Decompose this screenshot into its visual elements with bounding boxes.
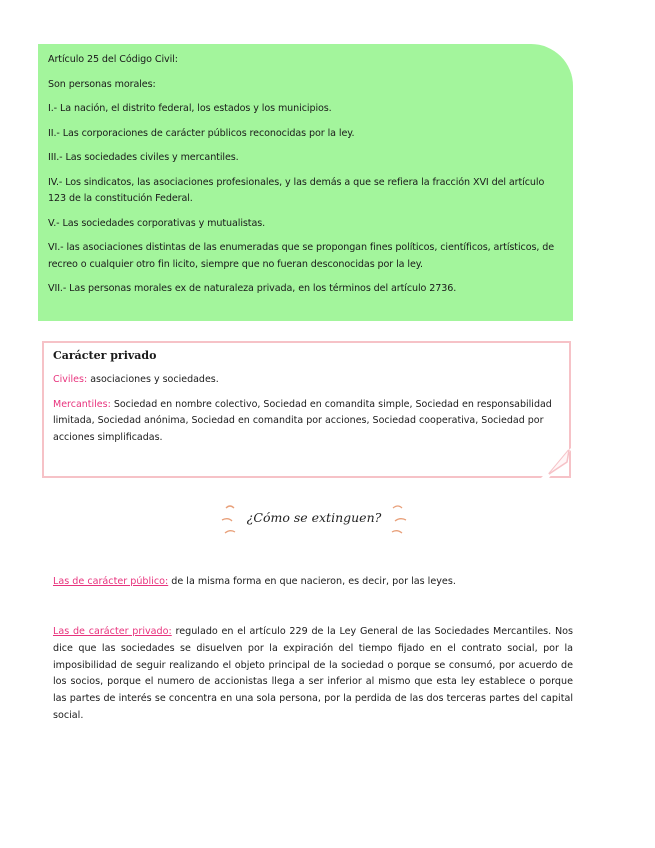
mercantiles-label: Mercantiles: bbox=[53, 398, 111, 410]
article-item-6: VI.- las asociaciones distintas de las enumeradas que se propongan fines políticos, científicos, artísticos, de recreo o cualquier otro fin licito, siempre que no fueran desconocidas por la ley. bbox=[48, 242, 555, 270]
article-subtitle: Son personas morales: bbox=[48, 78, 156, 90]
right-sparkle-icon bbox=[384, 500, 410, 540]
note-title: Carácter privado bbox=[53, 349, 157, 362]
public-label: Las de carácter público: bbox=[53, 576, 169, 587]
article-item-1: I.- La nación, el distrito federal, los estados y los municipios. bbox=[48, 103, 332, 114]
private-extinction-paragraph bbox=[53, 624, 573, 725]
article-item-5: V.- Las sociedades corporativas y mutualistas. bbox=[48, 217, 266, 229]
private-character-note bbox=[42, 341, 571, 478]
civiles-label: Civiles: bbox=[53, 374, 88, 385]
mercantiles-line bbox=[53, 397, 560, 447]
civiles-text: asociaciones y sociedades. bbox=[87, 374, 219, 385]
public-extinction-paragraph bbox=[53, 574, 553, 591]
article-item-3: III.- Las sociedades civiles y mercantiles. bbox=[48, 152, 239, 163]
article-item-7: VII.- Las personas morales ex de naturaleza privada, en los términos del artículo 2736. bbox=[48, 283, 457, 294]
article-item-2: II.- Las corporaciones de carácter públicos reconocidas por la ley. bbox=[48, 127, 355, 139]
private-text: regulado en el artículo 229 de la Ley General de las Sociedades Mercantiles. Nos dice que las sociedades se disuelven por la expiración del tiempo fijado en el contrato social, por la imposibilidad de seguir realizando el objeto principal de la sociedad o porque se consumó, por acuerdo de los socios, porque el numero de accionistas llega a ser inferior al mismo que esta ley establece o porque las partes de interés se concentra en una sola persona, por la perdida de las dos terceras partes del capital social. bbox=[53, 626, 573, 721]
extinction-heading bbox=[218, 500, 410, 540]
civiles-line bbox=[53, 372, 560, 389]
heading-text: ¿Cómo se extinguen? bbox=[246, 510, 382, 525]
article-item-4: IV.- Los sindicatos, las asociaciones profesionales, y las demás a que se refiera la fracción XVI del artículo 123 de la constitución Federal. bbox=[48, 176, 545, 204]
left-sparkle-icon bbox=[218, 500, 244, 540]
mercantiles-text: Sociedad en nombre colectivo, Sociedad en comandita simple, Sociedad en responsabilidad limitada, Sociedad anónima, Sociedad en comandita por acciones, Sociedad cooperativa, Sociedad por acciones simplificadas. bbox=[53, 398, 552, 443]
civil-code-article-box bbox=[38, 44, 573, 321]
article-title: Artículo 25 del Código Civil: bbox=[48, 54, 178, 65]
page-fold-corner bbox=[541, 448, 571, 478]
public-text: de la misma forma en que nacieron, es decir, por las leyes. bbox=[168, 576, 456, 587]
private-label: Las de carácter privado: bbox=[53, 626, 172, 637]
